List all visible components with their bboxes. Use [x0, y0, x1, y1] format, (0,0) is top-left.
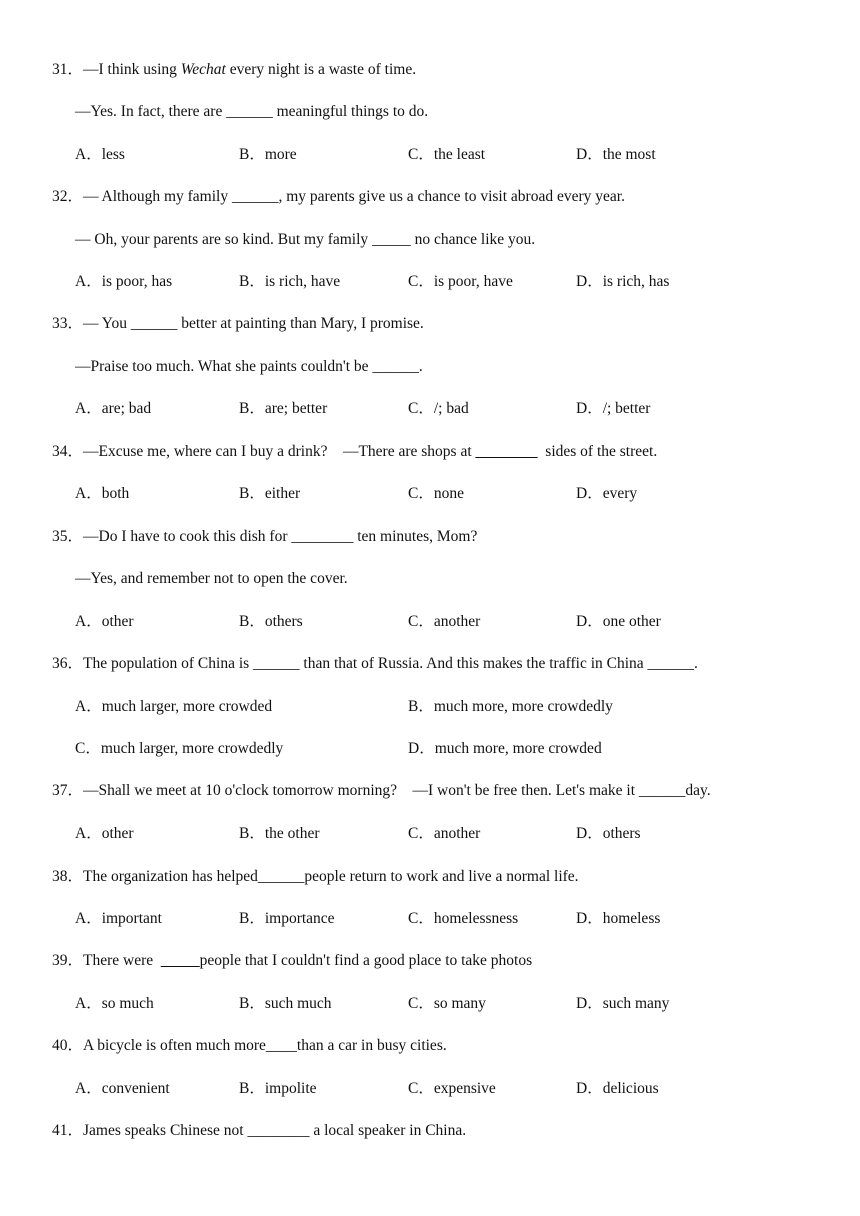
question-35-reply: —Yes, and remember not to open the cover. — [75, 570, 348, 587]
question-32-reply: — Oh, your parents are so kind. But my family _____ no chance like you. — [75, 231, 536, 248]
option-d[interactable]: D．one other — [576, 613, 661, 630]
option-b[interactable]: B．much more, more crowdedly — [408, 698, 613, 715]
option-b[interactable]: B．such much — [239, 995, 332, 1012]
option-d[interactable]: D．others — [576, 825, 641, 842]
question-38-stem: 38．The organization has helped______people return to work and live a normal life. — [52, 868, 579, 885]
option-a[interactable]: A．other — [75, 613, 134, 630]
option-d[interactable]: D．such many — [576, 995, 670, 1012]
option-b[interactable]: B．importance — [239, 910, 335, 927]
option-d[interactable]: D．/; better — [576, 400, 651, 417]
option-a[interactable]: A．is poor, has — [75, 273, 173, 290]
option-c[interactable]: C．so many — [408, 995, 486, 1012]
option-c[interactable]: C．another — [408, 613, 481, 630]
option-d[interactable]: D．homeless — [576, 910, 661, 927]
question-39-stem — [52, 951, 532, 971]
question-31-stem — [52, 60, 416, 80]
option-b[interactable]: B．is rich, have — [239, 273, 341, 290]
question-37-stem: 37．—Shall we meet at 10 o'clock tomorrow morning? —I won't be free then. Let's make it ______day. — [52, 782, 711, 799]
stem-text: —I think using — [83, 61, 181, 78]
stem-text: 34．—Excuse me, where can I buy a drink? —There are shops at — [52, 443, 476, 460]
option-d[interactable]: D．the most — [576, 146, 656, 163]
option-c[interactable]: C．much larger, more crowdedly — [75, 740, 284, 757]
question-number: 31． — [52, 61, 84, 78]
option-a[interactable]: A．other — [75, 825, 134, 842]
option-a[interactable]: A．so much — [75, 995, 154, 1012]
question-33-stem: 33．— You ______ better at painting than Mary, I promise. — [52, 315, 424, 332]
question-33-reply: —Praise too much. What she paints couldn't be ______. — [75, 358, 423, 375]
question-34-stem — [52, 442, 657, 462]
option-b[interactable]: B．others — [239, 613, 303, 630]
answer-blank: _____ — [160, 952, 200, 969]
option-a[interactable]: A．both — [75, 485, 130, 502]
option-c[interactable]: C．is poor, have — [408, 273, 513, 290]
option-a[interactable]: A．important — [75, 910, 162, 927]
option-a[interactable]: A．are; bad — [75, 400, 152, 417]
option-b[interactable]: B．more — [239, 146, 297, 163]
option-b[interactable]: B．either — [239, 485, 301, 502]
option-c[interactable]: C．expensive — [408, 1080, 496, 1097]
option-c[interactable]: C．/; bad — [408, 400, 469, 417]
stem-text: people that I couldn't find a good place to take photos — [199, 952, 533, 969]
question-35-stem: 35．—Do I have to cook this dish for ________ ten minutes, Mom? — [52, 528, 478, 545]
option-c[interactable]: C．homelessness — [408, 910, 519, 927]
stem-text: every night is a waste of time. — [225, 61, 417, 78]
option-a[interactable]: A．convenient — [75, 1080, 170, 1097]
question-31-reply: —Yes. In fact, there are ______ meaningful things to do. — [75, 103, 429, 120]
question-40-stem: 40．A bicycle is often much more____than a car in busy cities. — [52, 1037, 447, 1054]
answer-blank: ________ — [475, 443, 538, 460]
option-a[interactable]: A．much larger, more crowded — [75, 698, 273, 715]
option-b[interactable]: B．are; better — [239, 400, 328, 417]
option-b[interactable]: B．impolite — [239, 1080, 317, 1097]
option-b[interactable]: B．the other — [239, 825, 320, 842]
option-d[interactable]: D．much more, more crowded — [408, 740, 602, 757]
question-41-stem: 41．James speaks Chinese not ________ a local speaker in China. — [52, 1122, 467, 1139]
option-d[interactable]: D．is rich, has — [576, 273, 670, 290]
stem-text: sides of the street. — [537, 443, 658, 460]
option-c[interactable]: C．none — [408, 485, 464, 502]
option-d[interactable]: D．every — [576, 485, 638, 502]
option-c[interactable]: C．another — [408, 825, 481, 842]
option-c[interactable]: C．the least — [408, 146, 486, 163]
question-32-stem: 32．— Although my family ______, my parents give us a chance to visit abroad every year. — [52, 188, 625, 205]
stem-text: 39．There were — [52, 952, 161, 969]
option-d[interactable]: D．delicious — [576, 1080, 659, 1097]
question-36-stem: 36．The population of China is ______ than that of Russia. And this makes the traffic in China ______. — [52, 655, 698, 672]
option-a[interactable]: A．less — [75, 146, 125, 163]
stem-italic-text: Wechat — [180, 61, 226, 78]
